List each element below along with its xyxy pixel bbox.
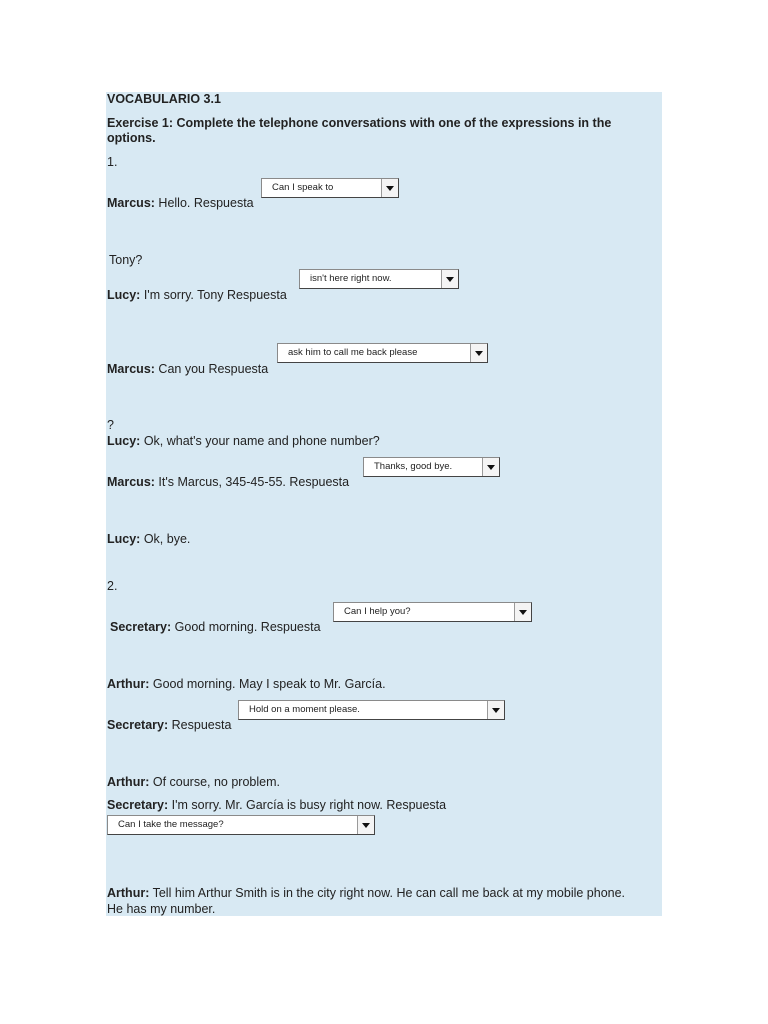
speaker-name: Secretary: (107, 798, 169, 812)
dialogue-text: He has my number. (107, 902, 216, 916)
answer-select[interactable] (333, 602, 532, 622)
speaker-name: Arthur: (107, 775, 150, 789)
dialogue-text: It's Marcus, 345-45-55. Respuesta (158, 475, 350, 489)
answer-select[interactable] (238, 700, 505, 720)
dialogue-line (107, 434, 380, 449)
dialogue-text: Tony? (109, 253, 143, 267)
dialogue-line (107, 288, 287, 303)
dropdown-button[interactable] (482, 458, 499, 476)
dialogue-line (107, 718, 231, 733)
chevron-down-icon (519, 610, 527, 615)
speaker-name: Arthur: (107, 886, 150, 900)
chevron-down-icon (475, 351, 483, 356)
exercise-panel (106, 92, 662, 916)
dropdown-button[interactable] (441, 270, 458, 288)
dialogue-text: I'm sorry. Mr. García is busy right now. Respuesta (171, 798, 447, 812)
speaker-name: Marcus: (107, 475, 155, 489)
chevron-down-icon (487, 465, 495, 470)
answer-select[interactable] (363, 457, 500, 477)
dialogue-text: Tell him Arthur Smith is in the city right now. He can call me back at my mobile phone. (152, 886, 626, 900)
selected-answer: isn't here right now. (310, 273, 392, 284)
answer-select[interactable] (107, 815, 375, 835)
speaker-name: Marcus: (107, 196, 155, 210)
instruction-line-2: options. (107, 131, 156, 145)
dropdown-button[interactable] (357, 816, 374, 834)
dropdown-button[interactable] (514, 603, 531, 621)
selected-answer: Can I help you? (344, 606, 411, 617)
dropdown-button[interactable] (487, 701, 504, 719)
dialogue-text: Can you Respuesta (158, 362, 269, 376)
speaker-name: Marcus: (107, 362, 155, 376)
chevron-down-icon (492, 708, 500, 713)
dialogue-text: ? (107, 418, 114, 432)
dialogue-line (107, 775, 280, 790)
dialogue-line (107, 475, 349, 490)
selected-answer: Hold on a moment please. (249, 704, 360, 715)
selected-answer: ask him to call me back please (288, 347, 418, 358)
dropdown-button[interactable] (381, 179, 398, 197)
dialogue-line (110, 620, 321, 635)
selected-answer: Can I speak to (272, 182, 334, 193)
speaker-name: Lucy: (107, 532, 141, 546)
dialogue-line (107, 362, 268, 377)
page-title: VOCABULARIO 3.1 (107, 92, 221, 106)
dialogue-text: Respuesta (171, 718, 232, 732)
dialogue-line (107, 196, 254, 211)
dialogue-text: Of course, no problem. (152, 775, 280, 789)
dialogue-line (107, 886, 625, 901)
speaker-name: Lucy: (107, 288, 141, 302)
answer-select[interactable] (261, 178, 399, 198)
speaker-name: Secretary: (110, 620, 172, 634)
dialogue-text: I'm sorry. Tony Respuesta (143, 288, 287, 302)
section-2-number: 2. (107, 579, 118, 593)
speaker-name: Lucy: (107, 434, 141, 448)
section-1-number: 1. (107, 155, 118, 169)
selected-answer: Thanks, good bye. (374, 461, 453, 472)
answer-select[interactable] (299, 269, 459, 289)
dialogue-text: Good morning. Respuesta (174, 620, 321, 634)
answer-select[interactable] (277, 343, 488, 363)
dialogue-text: Hello. Respuesta (158, 196, 254, 210)
speaker-name: Secretary: (107, 718, 169, 732)
dialogue-line (107, 798, 446, 813)
speaker-name: Arthur: (107, 677, 150, 691)
dialogue-line (107, 532, 190, 547)
selected-answer: Can I take the message? (118, 819, 224, 830)
dialogue-text: Good morning. May I speak to Mr. García. (152, 677, 386, 691)
chevron-down-icon (362, 823, 370, 828)
dialogue-text: Ok, bye. (143, 532, 191, 546)
instruction-line-1: Exercise 1: Complete the telephone conversations with one of the expressions in the (107, 116, 612, 130)
chevron-down-icon (446, 277, 454, 282)
dialogue-text: Ok, what's your name and phone number? (143, 434, 380, 448)
dialogue-line (107, 677, 386, 692)
chevron-down-icon (386, 186, 394, 191)
dropdown-button[interactable] (470, 344, 487, 362)
